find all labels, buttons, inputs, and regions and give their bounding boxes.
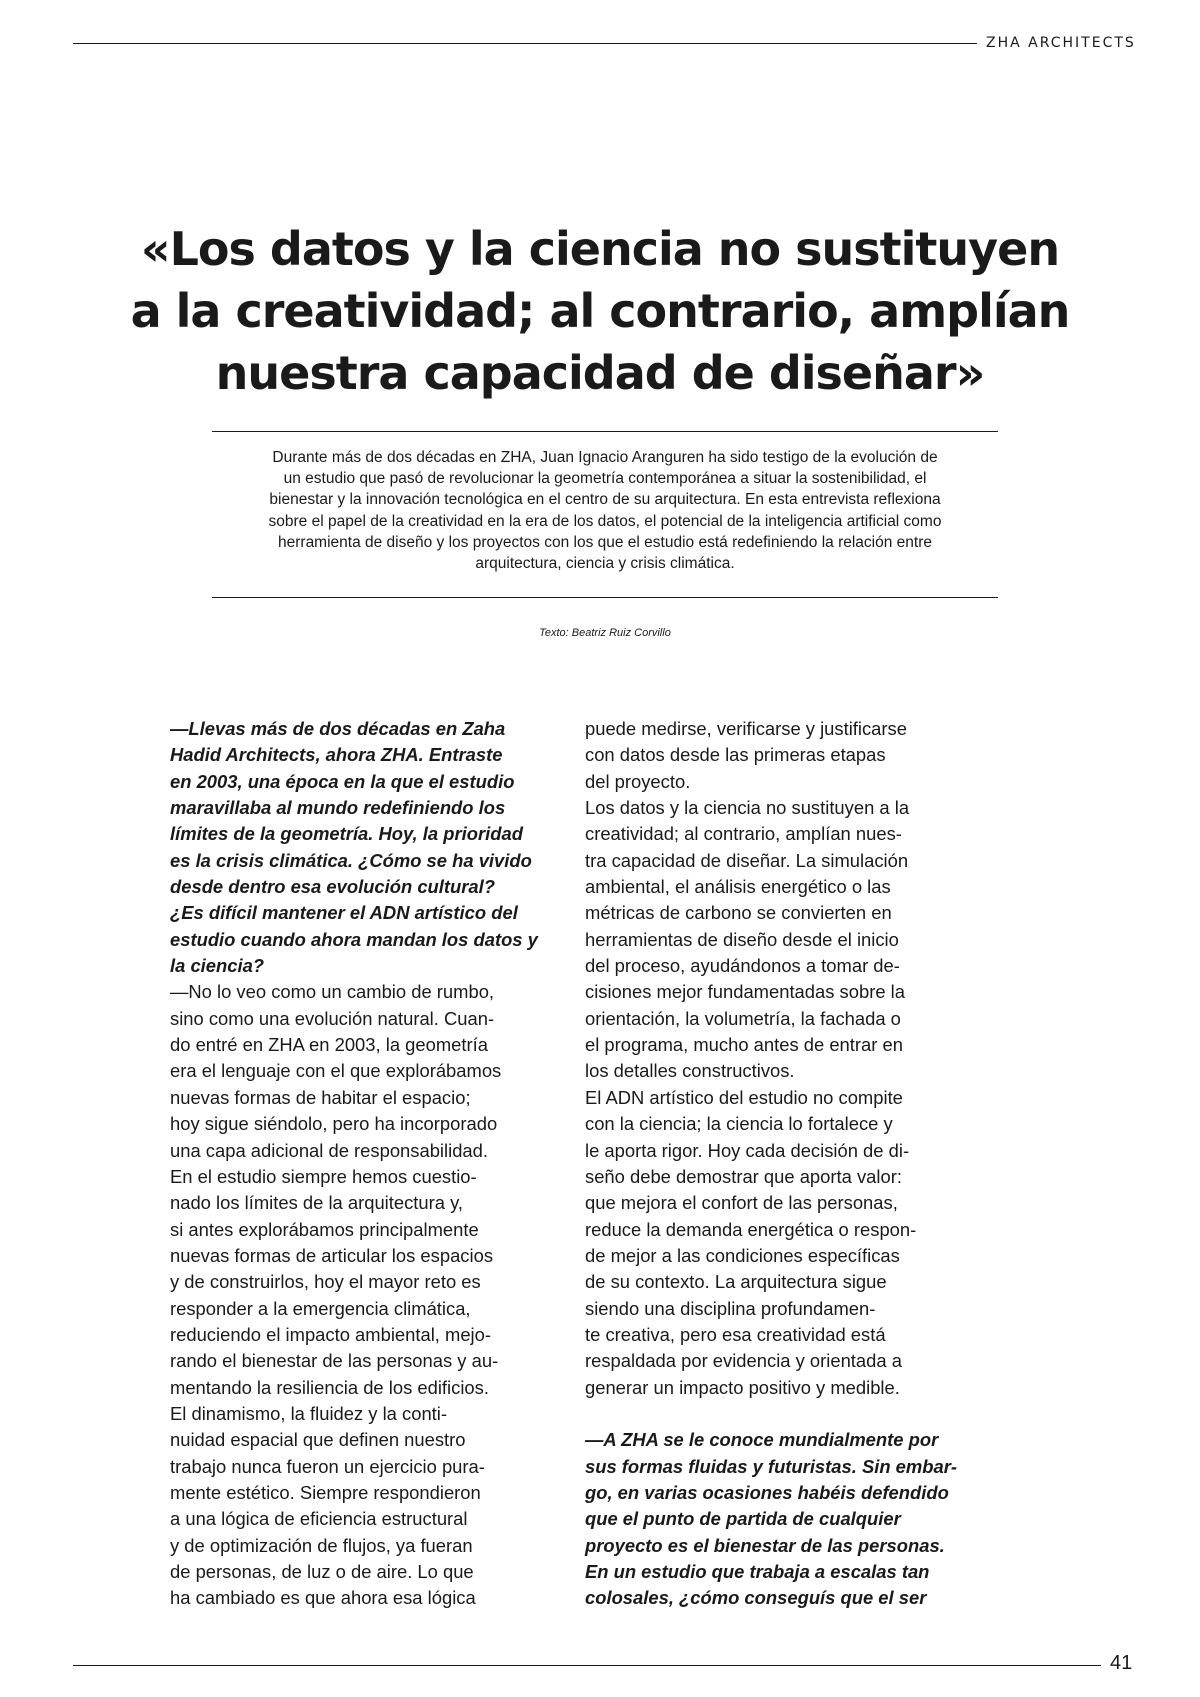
intro-line: un estudio que pasó de revolucionar la geometría contemporánea a situar la sostenibilidad, el (283, 470, 927, 488)
answer-line: le aporta rigor. Hoy cada decisión de di- (585, 1139, 910, 1161)
answer-line: responder a la emergencia climática, (170, 1297, 471, 1319)
answer-line: nuidad espacial que definen nuestro (170, 1429, 466, 1451)
question-line: Hadid Architects, ahora ZHA. Entraste (170, 744, 503, 766)
intro-line: arquitectura, ciencia y crisis climática. (475, 555, 735, 573)
answer-line: orientación, la volumetría, la fachada o (585, 1007, 901, 1029)
headline-line: nuestra capacidad de diseñar» (215, 346, 985, 400)
answer-line: —No lo veo como un cambio de rumbo, (170, 981, 495, 1003)
answer-line: nado los límites de la arquitectura y, (170, 1192, 464, 1214)
answer-line: En el estudio siempre hemos cuestio- (170, 1165, 477, 1187)
answer-line: sino como una evolución natural. Cuan- (170, 1007, 495, 1029)
answer-line: mentando la resiliencia de los edificios. (170, 1376, 489, 1398)
question-line: límites de la geometría. Hoy, la prioridad (170, 823, 523, 845)
intro-bottom-rule (212, 597, 998, 598)
question-line: —A ZHA se le conoce mundialmente por (585, 1429, 939, 1451)
intro-line: Durante más de dos décadas en ZHA, Juan Ignacio Aranguren ha sido testigo de la evolución de (272, 449, 938, 466)
answer-line: con datos desde las primeras etapas (585, 744, 886, 766)
footer-rule (73, 1665, 1101, 1666)
question-line: que el punto de partida de cualquier (585, 1508, 901, 1530)
answer-line: mente estético. Siempre respondieron (170, 1481, 481, 1503)
answer-line: si antes explorábamos principalmente (170, 1218, 479, 1240)
answer-line: cisiones mejor fundamentadas sobre la (585, 981, 905, 1003)
headline (90, 218, 1110, 404)
intro-paragraph (212, 447, 998, 574)
intro-top-rule (212, 431, 998, 432)
answer-line: creatividad; al contrario, amplían nues- (585, 823, 902, 845)
question-line: la ciencia? (170, 955, 265, 977)
answer-line: el programa, mucho antes de entrar en (585, 1034, 903, 1056)
answer-line: que mejora el confort de las personas, (585, 1192, 898, 1214)
answer-line: Los datos y la ciencia no sustituyen a la (585, 797, 910, 819)
intro-line: herramienta de diseño y los proyectos con los que el estudio está redefiniendo la relación entre (278, 533, 932, 551)
answer-line: los detalles constructivos. (585, 1060, 795, 1082)
answer-line: El ADN artístico del estudio no compite (585, 1086, 903, 1108)
answer-line: ha cambiado es que ahora esa lógica (170, 1587, 476, 1609)
question-line: En un estudio que trabaja a escalas tan (585, 1561, 930, 1582)
question-line: ¿Es difícil mantener el ADN artístico del (170, 902, 518, 924)
headline-line: «Los datos y la ciencia no sustituyen (140, 222, 1060, 276)
right-column (585, 716, 975, 1612)
question-line: colosales, ¿cómo conseguís que el ser (585, 1587, 927, 1609)
question-line: maravillaba al mundo redefiniendo los (170, 797, 506, 819)
answer-line: siendo una disciplina profundamen- (585, 1297, 876, 1319)
question-line: estudio cuando ahora mandan los datos y (170, 928, 538, 950)
answer-line: El dinamismo, la fluidez y la conti- (170, 1402, 447, 1424)
answer-line: reduce la demanda energética o respon- (585, 1218, 917, 1240)
headline-line: a la creatividad; al contrario, amplían (130, 284, 1070, 338)
section-label: ZHA ARCHITECTS (986, 35, 1136, 51)
paragraph-gap (585, 1401, 975, 1427)
question-line: desde dentro esa evolución cultural? (170, 876, 495, 898)
answer-line: del proyecto. (585, 770, 691, 792)
interview-answer (170, 979, 560, 1611)
answer-line: generar un impacto positivo y medible. (585, 1376, 900, 1398)
interview-question (170, 716, 560, 979)
question-line: go, en varias ocasiones habéis defendido (585, 1481, 949, 1503)
answer-line: nuevas formas de articular los espacios (170, 1244, 494, 1266)
answer-line: do entré en ZHA en 2003, la geometría (170, 1034, 488, 1056)
answer-line: a una lógica de eficiencia estructural (170, 1508, 468, 1530)
answer-line: del proceso, ayudándonos a tomar de- (585, 955, 900, 977)
question-line: es la crisis climática. ¿Cómo se ha vivido (170, 849, 532, 871)
answer-line: y de construirlos, hoy el mayor reto es (170, 1271, 481, 1293)
question-line: —Llevas más de dos décadas en Zaha (170, 718, 506, 739)
answer-line: te creativa, pero esa creatividad está (585, 1323, 886, 1345)
answer-line: y de optimización de flujos, ya fueran (170, 1534, 473, 1556)
answer-line: métricas de carbono se convierten en (585, 902, 892, 924)
intro-line: bienestar y la innovación tecnológica en el centro de su arquitectura. En esta entrevista reflexiona (269, 491, 941, 509)
left-column (170, 716, 560, 1612)
answer-line: con la ciencia; la ciencia lo fortalece y (585, 1113, 893, 1135)
header-rule (73, 43, 977, 44)
intro-line: sobre el papel de la creatividad en la era de los datos, el potencial de la inteligencia artificial como (268, 512, 942, 530)
answer-line: de mejor a las condiciones específicas (585, 1244, 900, 1266)
answer-line: herramientas de diseño desde el inicio (585, 928, 899, 950)
interview-answer (585, 716, 975, 1401)
question-line: en 2003, una época en la que el estudio (170, 770, 515, 792)
page-number: 41 (1110, 1652, 1133, 1674)
answer-line: rando el bienestar de las personas y au- (170, 1350, 499, 1372)
answer-line: era el lenguaje con el que explorábamos (170, 1060, 502, 1082)
answer-line: puede medirse, verificarse y justificarse (585, 718, 907, 739)
answer-line: hoy sigue siéndolo, pero ha incorporado (170, 1113, 498, 1135)
question-line: proyecto es el bienestar de las personas. (585, 1534, 945, 1556)
answer-line: tra capacidad de diseñar. La simulación (585, 849, 909, 871)
answer-line: ambiental, el análisis energético o las (585, 876, 891, 898)
answer-line: seño debe demostrar que aporta valor: (585, 1165, 902, 1187)
answer-line: una capa adicional de responsabilidad. (170, 1139, 488, 1161)
answer-line: de su contexto. La arquitectura sigue (585, 1271, 887, 1293)
byline: Texto: Beatriz Ruiz Corvillo (539, 627, 671, 639)
answer-line: nuevas formas de habitar el espacio; (170, 1086, 471, 1108)
answer-line: reduciendo el impacto ambiental, mejo- (170, 1323, 491, 1345)
answer-line: de personas, de luz o de aire. Lo que (170, 1561, 474, 1582)
question-line: sus formas fluidas y futuristas. Sin embar- (585, 1455, 957, 1477)
answer-line: trabajo nunca fueron un ejercicio pura- (170, 1455, 485, 1477)
interview-question (585, 1427, 975, 1611)
answer-line: respaldada por evidencia y orientada a (585, 1350, 902, 1372)
